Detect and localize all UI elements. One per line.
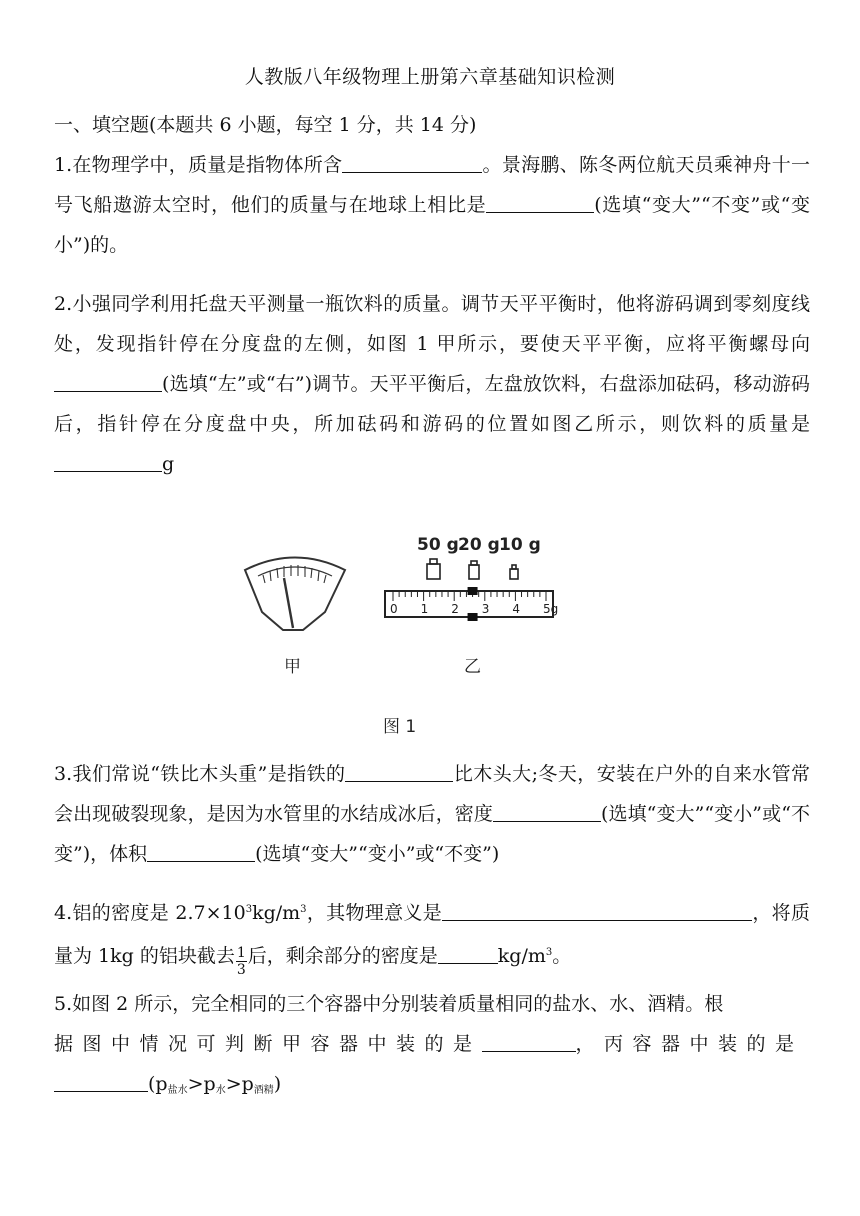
answer-blank[interactable] <box>54 449 162 472</box>
q2-text-b: (选填“左”或“右”)调节。天平平衡后，左盘放饮料，右盘添加砝码，移动游码后，指针停在分度盘中央，所加砝码和游码的位置如图乙所示，则饮料的质量是 <box>54 373 810 435</box>
q1-text-a: 1.在物理学中，质量是指物体所含 <box>54 154 343 176</box>
unit: kg/m <box>497 945 546 967</box>
rider-top <box>468 587 478 595</box>
paren: ) <box>273 1073 282 1095</box>
q2-text-c: g <box>162 453 175 475</box>
weight-label: 50 g <box>417 535 459 555</box>
gt-sign: > <box>225 1073 242 1095</box>
gt-sign: > <box>187 1073 204 1095</box>
label-yi: 乙 <box>464 657 481 677</box>
answer-blank[interactable] <box>147 839 255 862</box>
figure-1-graphic <box>230 520 610 750</box>
q4-text-d: 后，剩余部分的密度是 <box>247 945 438 967</box>
question-2 <box>54 284 810 484</box>
answer-blank[interactable] <box>486 190 594 213</box>
exponent: 3 <box>245 904 253 915</box>
q3-text-b: 比木头大;冬天，安装在户外的自来水管常会出现破裂现象，是因为水管里的水结成冰后，密度 <box>54 763 810 825</box>
q4-text-b: ，其物理意义是 <box>306 902 443 924</box>
subscript: 水 <box>215 1085 226 1096</box>
question-5 <box>54 984 810 1111</box>
q5-text-c: ，丙容器中装的是 <box>575 1033 804 1055</box>
rho-symbol: p <box>155 1073 168 1095</box>
answer-blank[interactable] <box>54 369 162 392</box>
scale-tick-label: 0 <box>390 602 398 616</box>
fraction-one-third <box>236 945 247 978</box>
paren: ( <box>148 1073 156 1095</box>
q3-text-d: (选填“变大”“变小”或“不变”) <box>255 843 500 865</box>
exponent: 3 <box>545 947 553 958</box>
answer-blank[interactable] <box>342 150 482 173</box>
answer-blank[interactable] <box>482 1029 576 1052</box>
exponent: 3 <box>300 904 307 915</box>
unit: kg/m <box>252 902 301 924</box>
balance-dial-jia <box>245 558 345 631</box>
scale-tick-label: 2 <box>451 602 459 616</box>
question-3 <box>54 754 810 874</box>
beam-scale <box>385 587 558 621</box>
q4-text-f: 。 <box>552 945 572 967</box>
q5-line-3 <box>54 1064 810 1111</box>
q1-text-c: (选填“变大”“不变”或“变小”)的。 <box>54 194 810 256</box>
scale-tick-label: 1 <box>420 602 429 616</box>
page-title: 人教版八年级物理上册第六章基础知识检测 <box>244 66 616 88</box>
rho-symbol: p <box>203 1073 216 1095</box>
q5-text-b: 据图中情况可判断甲容器中装的是 <box>54 1033 482 1055</box>
fraction-denominator: 3 <box>236 962 246 978</box>
q5-line-2 <box>54 1024 810 1064</box>
scale-tick-label: 3 <box>481 602 490 616</box>
q3-text-c: (选填“变大”“变小”或“不变”)，体积 <box>54 803 810 865</box>
q4-text-c: ，将质量为 1kg 的铝块截去 <box>54 902 810 967</box>
answer-blank[interactable] <box>438 941 498 964</box>
figure-1-balance <box>230 520 610 750</box>
answer-blank[interactable] <box>493 799 601 822</box>
q3-text-a: 3.我们常说“铁比木头重”是指铁的 <box>54 763 346 785</box>
answer-blank[interactable] <box>345 759 453 782</box>
weight-label: 10 g <box>499 535 541 555</box>
q2-text-a: 2.小强同学利用托盘天平测量一瓶饮料的质量。调节天平平衡时，他将游码调到零刻度线处，发现指针停在分度盘的左侧，如图 1 甲所示，要使天平平衡，应将平衡螺母向 <box>54 293 810 355</box>
subscript: 盐水 <box>167 1085 188 1096</box>
q5-line-1: 5.如图 2 所示，完全相同的三个容器中分别装着质量相同的盐水、水、酒精。根 <box>54 993 724 1015</box>
subscript: 酒精 <box>253 1085 274 1096</box>
scale-tick-label: 4 <box>512 602 521 616</box>
pointer-needle <box>284 578 293 628</box>
fraction-numerator: 1 <box>236 945 246 961</box>
figure-caption: 图 1 <box>383 717 417 737</box>
q4-text-a: 4.铝的密度是 2.7×10 <box>54 902 246 924</box>
rider-bottom <box>468 613 478 621</box>
weight-icons <box>427 559 518 579</box>
question-1 <box>54 145 810 265</box>
answer-blank[interactable] <box>54 1069 148 1092</box>
label-jia: 甲 <box>284 657 301 677</box>
scale-tick-label: 5g <box>543 602 559 616</box>
answer-blank[interactable] <box>442 898 752 921</box>
weight-label: 20 g <box>458 535 500 555</box>
rho-symbol: p <box>241 1073 254 1095</box>
question-4 <box>54 890 810 978</box>
section-heading: 一、填空题(本题共 6 小题，每空 1 分，共 14 分) <box>54 114 477 136</box>
q1-text-b: 。景海鹏、陈冬两位航天员乘神舟十一号飞船遨游太空时，他们的质量与在地球上相比是 <box>54 154 810 216</box>
